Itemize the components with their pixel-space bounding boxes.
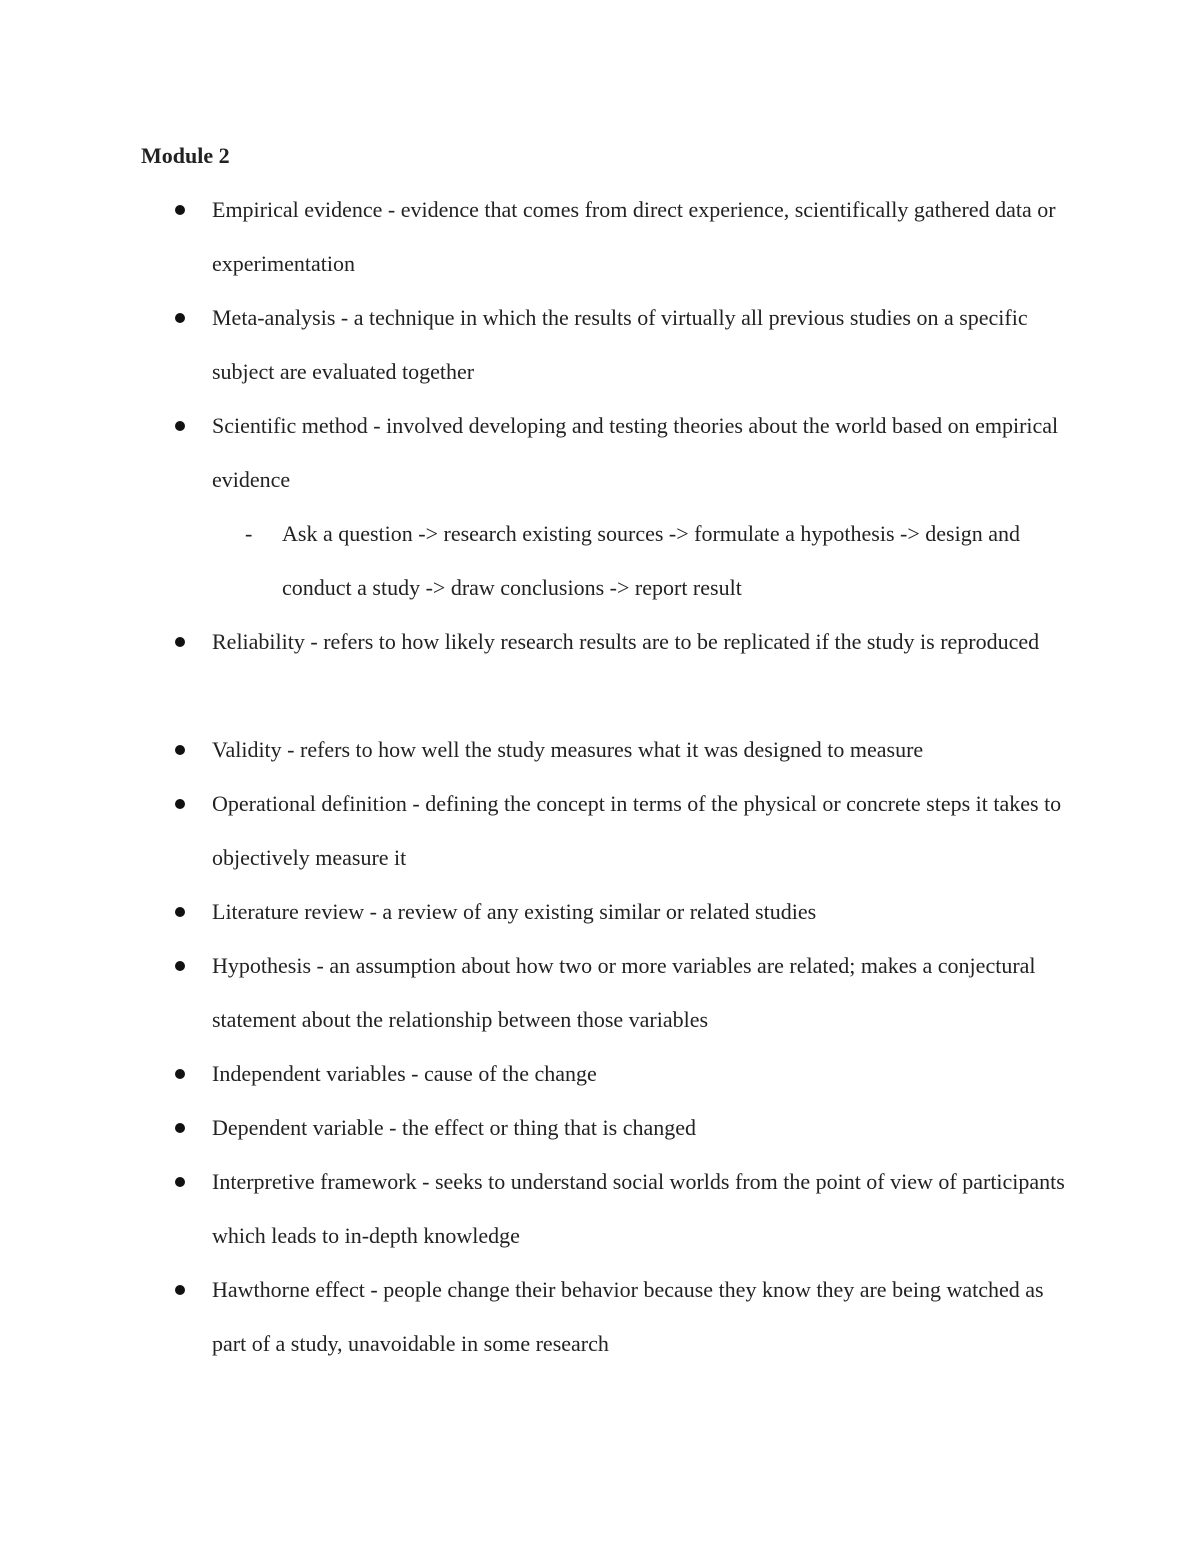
- dash-icon: -: [245, 521, 253, 546]
- list-item: [212, 777, 1072, 885]
- bullet-icon: [175, 205, 185, 215]
- list-item-text: Dependent variable - the effect or thing that is changed: [212, 1115, 697, 1140]
- bullet-icon: [175, 1069, 185, 1079]
- list-item: [212, 615, 1072, 669]
- list-item: [212, 1263, 1072, 1371]
- bullet-icon: [175, 1285, 185, 1295]
- list-item: [212, 399, 1072, 507]
- page-title: Module 2: [141, 143, 230, 168]
- list-item-text: Literature review - a review of any existing similar or related studies: [212, 899, 817, 924]
- sub-list-item: [245, 507, 1072, 615]
- list-item-text: Hawthorne effect - people change their behavior because they know they are being watched as part of a study, unavoidable in some research: [212, 1277, 1044, 1356]
- list-item: [212, 939, 1072, 1047]
- list-item-text: Meta-analysis - a technique in which the results of virtually all previous studies on a specific subject are evaluated together: [212, 305, 1028, 384]
- bullet-icon: [175, 421, 185, 431]
- list-item-text: Empirical evidence - evidence that comes from direct experience, scientifically gathered data or experimentation: [212, 197, 1056, 276]
- bullet-icon: [175, 313, 185, 323]
- list-item: [212, 1047, 1072, 1101]
- list-item-text: Scientific method - involved developing and testing theories about the world based on empirical evidence: [212, 413, 1059, 492]
- list-item-text: Reliability - refers to how likely research results are to be replicated if the study is reproduced: [212, 629, 1040, 654]
- sub-list-item-text: Ask a question -> research existing sources -> formulate a hypothesis -> design and conduct a study -> draw conclusions -> report result: [282, 521, 1020, 600]
- list-item-text: Operational definition - defining the concept in terms of the physical or concrete steps it takes to objectively measure it: [212, 791, 1062, 870]
- bullet-icon: [175, 637, 185, 647]
- bullet-icon: [175, 907, 185, 917]
- list-item-text: Independent variables - cause of the change: [212, 1061, 597, 1086]
- list-item-text: Hypothesis - an assumption about how two or more variables are related; makes a conjectural statement about the relationship between those variables: [212, 953, 1036, 1032]
- bullet-icon: [175, 1177, 185, 1187]
- list-item: [212, 291, 1072, 399]
- list-item: [212, 723, 1072, 777]
- bullet-icon: [175, 799, 185, 809]
- list-item-text: Validity - refers to how well the study measures what it was designed to measure: [212, 737, 924, 762]
- list-item: [212, 183, 1072, 291]
- bullet-icon: [175, 1123, 185, 1133]
- list-item: [212, 885, 1072, 939]
- list-item: [212, 1101, 1072, 1155]
- list-item: [212, 1155, 1072, 1263]
- list-item-text: Interpretive framework - seeks to understand social worlds from the point of view of participants which leads to in-depth knowledge: [212, 1169, 1065, 1248]
- bullet-icon: [175, 745, 185, 755]
- bullet-icon: [175, 961, 185, 971]
